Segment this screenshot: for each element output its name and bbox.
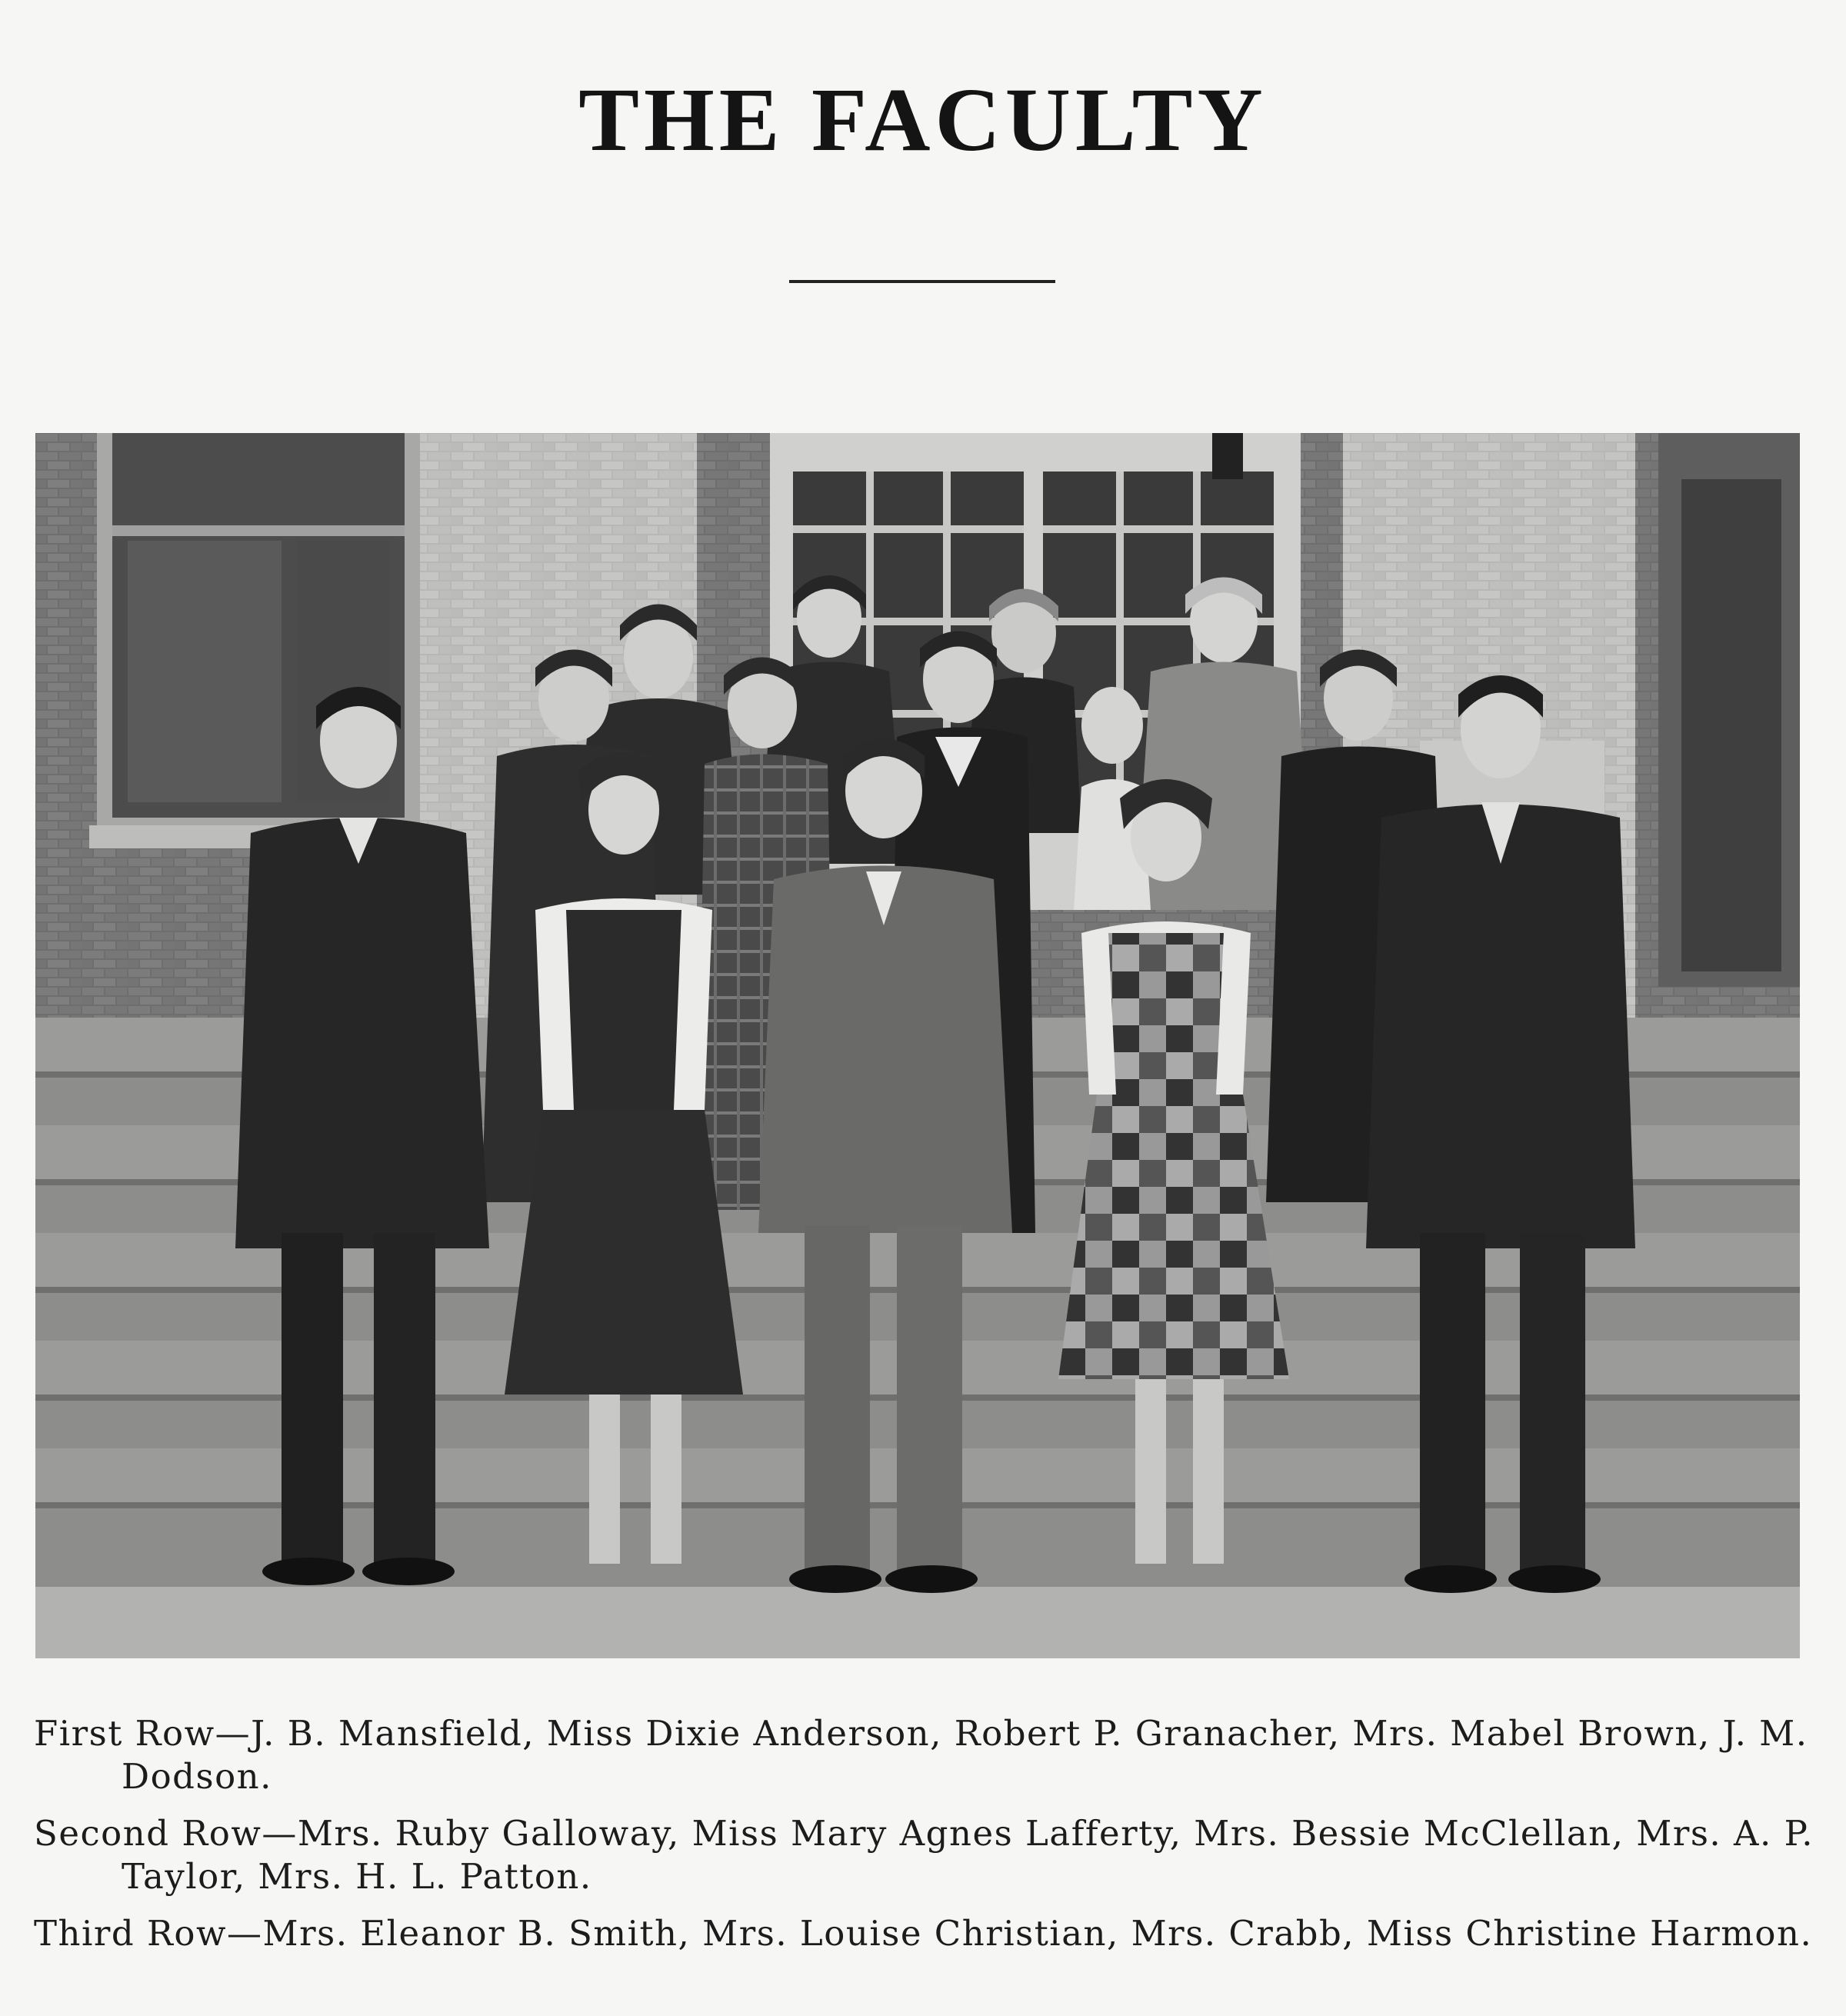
caption-rows-final xyxy=(34,1712,1826,1969)
row-names-second: Mrs. Ruby Galloway, Miss Mary Agnes Lafferty, Mrs. Bessie McClellan, Mrs. A. P. Taylor, Mrs. H. L. Patton. xyxy=(122,1813,1814,1897)
caption-third-row: Third Row—Mrs. Eleanor B. Smith, Mrs. Louise Christian, Mrs. Crabb, Miss Christine Harmon. xyxy=(34,1913,1813,1954)
row-label-first: First Row xyxy=(34,1713,215,1754)
row-label-third: Third Row xyxy=(34,1913,228,1954)
page-title: THE FACULTY xyxy=(578,69,1268,170)
title-divider xyxy=(789,280,1055,283)
row-names-first: J. B. Mansfield, Miss Dixie Anderson, Robert P. Granacher, Mrs. Mabel Brown, J. M. Dodson. xyxy=(122,1713,1808,1797)
caption-second-row: Second Row—Mrs. Ruby Galloway, Miss Mary Agnes Lafferty, Mrs. Bessie McClellan, Mrs. A. P. Taylor, Mrs. H. L. Patton. xyxy=(34,1813,1814,1897)
row-names-third: Mrs. Eleanor B. Smith, Mrs. Louise Christian, Mrs. Crabb, Miss Christine Harmon. xyxy=(262,1913,1813,1954)
caption-first-row: First Row—J. B. Mansfield, Miss Dixie Anderson, Robert P. Granacher, Mrs. Mabel Brown, J. M. Dodson. xyxy=(34,1713,1808,1797)
row-label-second: Second Row xyxy=(34,1813,262,1854)
faculty-photo xyxy=(35,433,1800,1658)
